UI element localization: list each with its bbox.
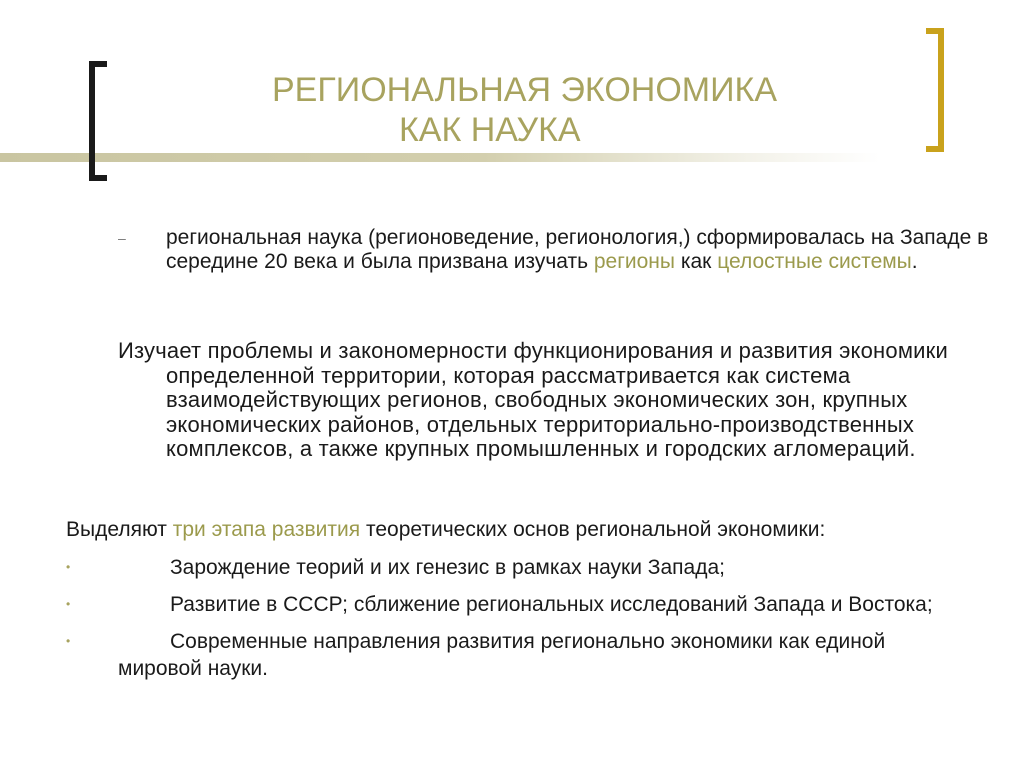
list-item — [66, 628, 966, 682]
left-bracket-icon — [89, 61, 107, 181]
title-line-2: КАК НАУКА — [399, 111, 581, 149]
intro-text-mid: как — [675, 250, 718, 273]
bullet-icon: • — [66, 560, 71, 574]
highlight-three-stages: три этапа развития — [172, 518, 361, 541]
intro-text — [118, 226, 998, 274]
stages-list — [66, 554, 966, 692]
highlight-regions: регионы — [593, 250, 675, 273]
intro-paragraph — [118, 226, 998, 274]
title-line-1: РЕГИОНАЛЬНАЯ ЭКОНОМИКА — [272, 71, 778, 109]
bullet-icon: • — [66, 597, 71, 611]
stages-intro-after: теоретических основ региональной экономики: — [360, 518, 826, 541]
stage-text: Развитие в СССР; сближение региональных исследований Запада и Востока; — [170, 593, 933, 616]
study-paragraph: Изучает проблемы и закономерности функционирования и развития экономики определенной территории, которая рассматривается как система взаимодействующих регионов, свободных экономических зон, крупных экономических районов, отдельных территориально-производственных комплексов, а также крупных промышленных и городских агломераций. — [118, 338, 948, 461]
list-item — [66, 554, 966, 581]
slide-title — [150, 70, 930, 150]
stage-text: Зарождение теорий и их генезис в рамках науки Запада; — [170, 556, 725, 579]
list-item — [66, 591, 966, 618]
stages-intro — [66, 517, 996, 543]
stages-intro-before: Выделяют — [66, 518, 173, 541]
intro-text-after: . — [911, 250, 918, 273]
highlight-systems: целостные системы — [717, 250, 912, 273]
stage-text: Современные направления развития регионально экономики как единой мировой науки. — [118, 630, 886, 680]
dash-marker: – — [118, 230, 126, 246]
decorative-line — [0, 153, 880, 162]
intro-text-before: региональная наука (регионоведение, регионология,) сформировалась на Западе в середине 20 века и была призвана изучать — [166, 226, 989, 273]
bullet-icon: • — [66, 634, 71, 648]
